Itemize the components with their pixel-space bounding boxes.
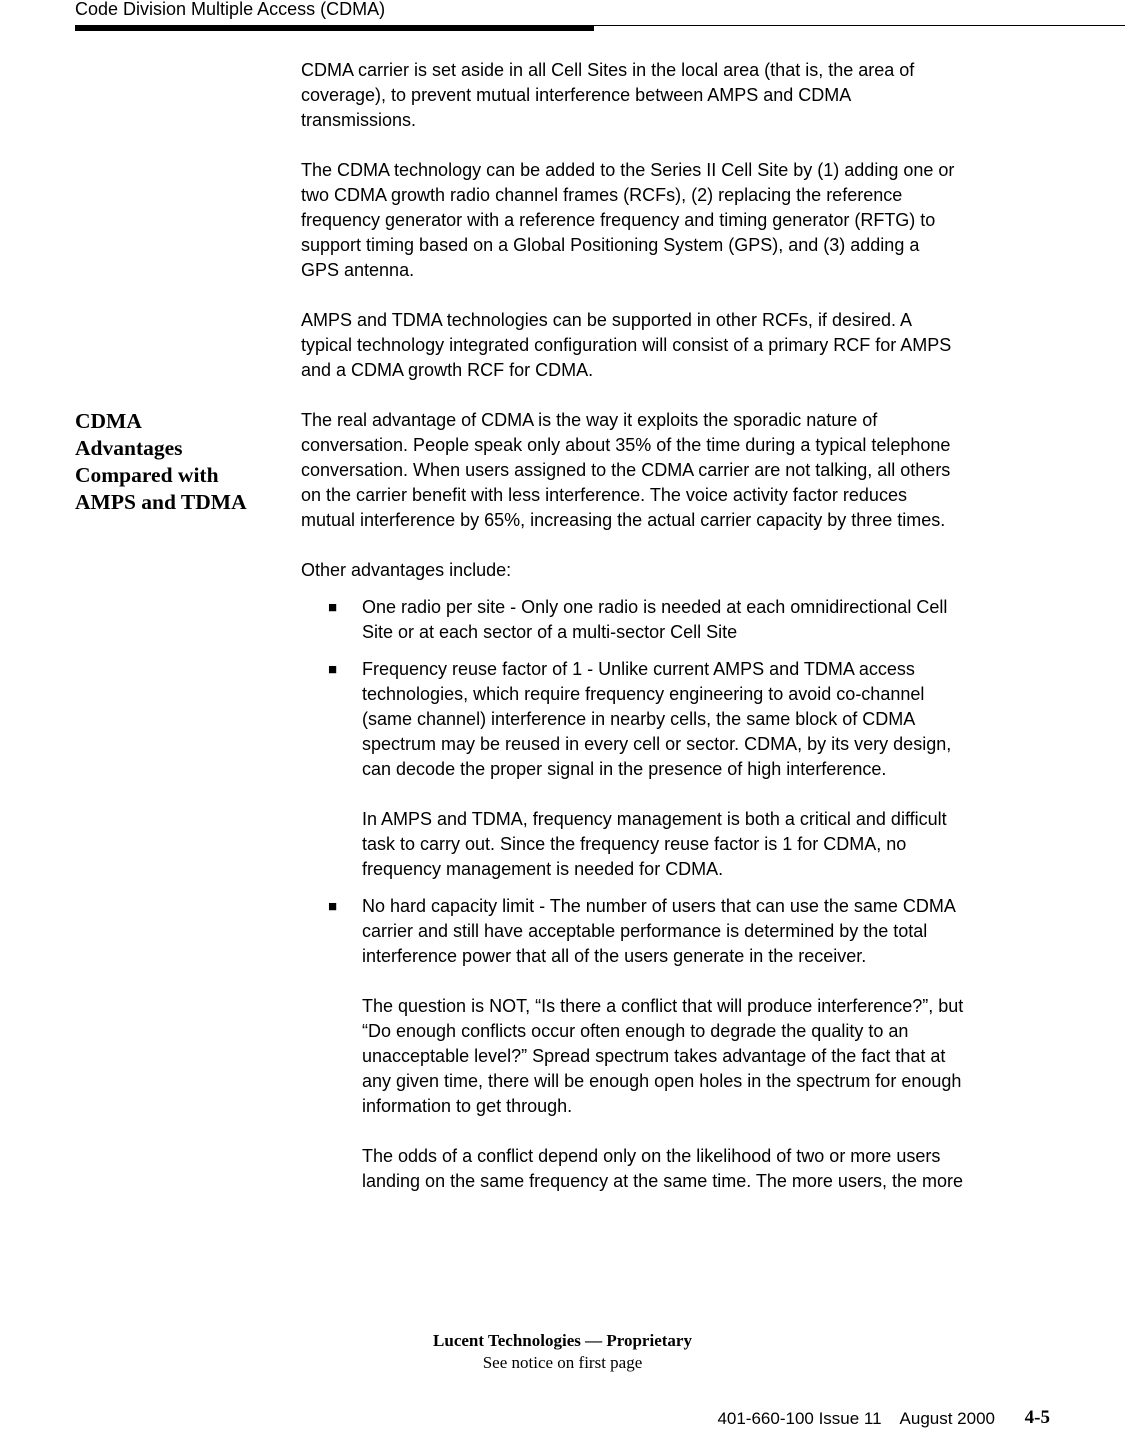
section-heading-line: CDMA: [75, 409, 142, 433]
section-heading: [75, 408, 285, 516]
bullet-line-text: information to get through.: [362, 1096, 573, 1116]
bullet-item: [301, 595, 1061, 645]
header-rule-thin: [594, 25, 1125, 26]
body-line: GPS antenna.: [301, 260, 415, 280]
bullet-line-text: any given time, there will be enough open holes in the spectrum for enough: [362, 1071, 962, 1091]
body-line: AMPS and TDMA technologies can be supported in other RCFs, if desired. A: [301, 310, 912, 330]
footer-notice: See notice on first page: [482, 1353, 643, 1372]
bullet-item: [301, 894, 1061, 1194]
body-line: and a CDMA growth RCF for CDMA.: [301, 360, 594, 380]
section-heading-line: AMPS and TDMA: [75, 490, 247, 514]
footer-company: Lucent Technologies — Proprietary: [433, 1331, 692, 1350]
body-line: frequency generator with a reference frequency and timing generator (RFTG) to: [301, 210, 936, 230]
bullet-line-text: One radio per site - Only one radio is needed at each omnidirectional Cell: [362, 597, 948, 617]
body-line: on the carrier benefit with less interference. The voice activity factor reduces: [301, 485, 907, 505]
running-header-title: Code Division Multiple Access (CDMA): [75, 0, 386, 19]
body-line: The CDMA technology can be added to the Series II Cell Site by (1) adding one or: [301, 160, 955, 180]
body-line: mutual interference by 65%, increasing the actual carrier capacity by three times.: [301, 510, 946, 530]
page-number: 4-5: [1024, 1407, 1050, 1428]
section-heading-line: Compared with: [75, 463, 219, 487]
bullet-line-text: unacceptable level?” Spread spectrum takes advantage of the fact that at: [362, 1046, 946, 1066]
bullet-line-text: technologies, which require frequency engineering to avoid co-channel: [362, 684, 925, 704]
bullet-line-text: task to carry out. Since the frequency reuse factor is 1 for CDMA, no: [362, 834, 907, 854]
bullet-line-text: landing on the same frequency at the same time. The more users, the more: [362, 1171, 963, 1191]
bullet-line-text: The question is NOT, “Is there a conflict that will produce interference?”, but: [362, 996, 964, 1016]
bullet-line-text: “Do enough conflicts occur often enough to degrade the quality to an: [362, 1021, 909, 1041]
body-line: typical technology integrated configuration will consist of a primary RCF for AMPS: [301, 335, 952, 355]
bullet-item: [301, 657, 1061, 882]
bullet-line-text: carrier and still have acceptable performance is determined by the total: [362, 921, 928, 941]
body-line: The real advantage of CDMA is the way it exploits the sporadic nature of: [301, 410, 878, 430]
bullet-marker: ■: [328, 599, 338, 616]
body-line: CDMA carrier is set aside in all Cell Sites in the local area (that is, the area of: [301, 60, 915, 80]
body-text: [301, 58, 1061, 1194]
bullet-line-text: interference power that all of the users generate in the receiver.: [362, 946, 867, 966]
body-line: coverage), to prevent mutual interference between AMPS and CDMA: [301, 85, 852, 105]
body-line: conversation. When users assigned to the CDMA carrier are not talking, all others: [301, 460, 951, 480]
body-line: conversation. People speak only about 35% of the time during a typical telephone: [301, 435, 951, 455]
footer-doc-id: 401-660-100 Issue 11 August 2000: [717, 1409, 995, 1428]
bullet-line-text: No hard capacity limit - The number of users that can use the same CDMA: [362, 896, 956, 916]
bullet-line-text: The odds of a conflict depend only on the likelihood of two or more users: [362, 1146, 941, 1166]
bullet-line-text: (same channel) interference in nearby cells, the same block of CDMA: [362, 709, 916, 729]
bullet-line-text: Frequency reuse factor of 1 - Unlike current AMPS and TDMA access: [362, 659, 915, 679]
bullet-line-text: In AMPS and TDMA, frequency management is both a critical and difficult: [362, 809, 947, 829]
bullet-line-text: spectrum may be reused in every cell or sector. CDMA, by its very design,: [362, 734, 952, 754]
body-line: transmissions.: [301, 110, 417, 130]
bullet-marker: ■: [328, 898, 338, 915]
bullet-line-text: frequency management is needed for CDMA.: [362, 859, 724, 879]
body-line: two CDMA growth radio channel frames (RCFs), (2) replacing the reference: [301, 185, 903, 205]
header-rule-thick: [75, 25, 594, 31]
body-line: support timing based on a Global Positioning System (GPS), and (3) adding a: [301, 235, 920, 255]
bullet-line-text: Site or at each sector of a multi-sector Cell Site: [362, 622, 738, 642]
bullet-marker: ■: [328, 661, 338, 678]
section-heading-line: Advantages: [75, 436, 183, 460]
bullet-line-text: can decode the proper signal in the presence of high interference.: [362, 759, 887, 779]
body-line: Other advantages include:: [301, 560, 512, 580]
